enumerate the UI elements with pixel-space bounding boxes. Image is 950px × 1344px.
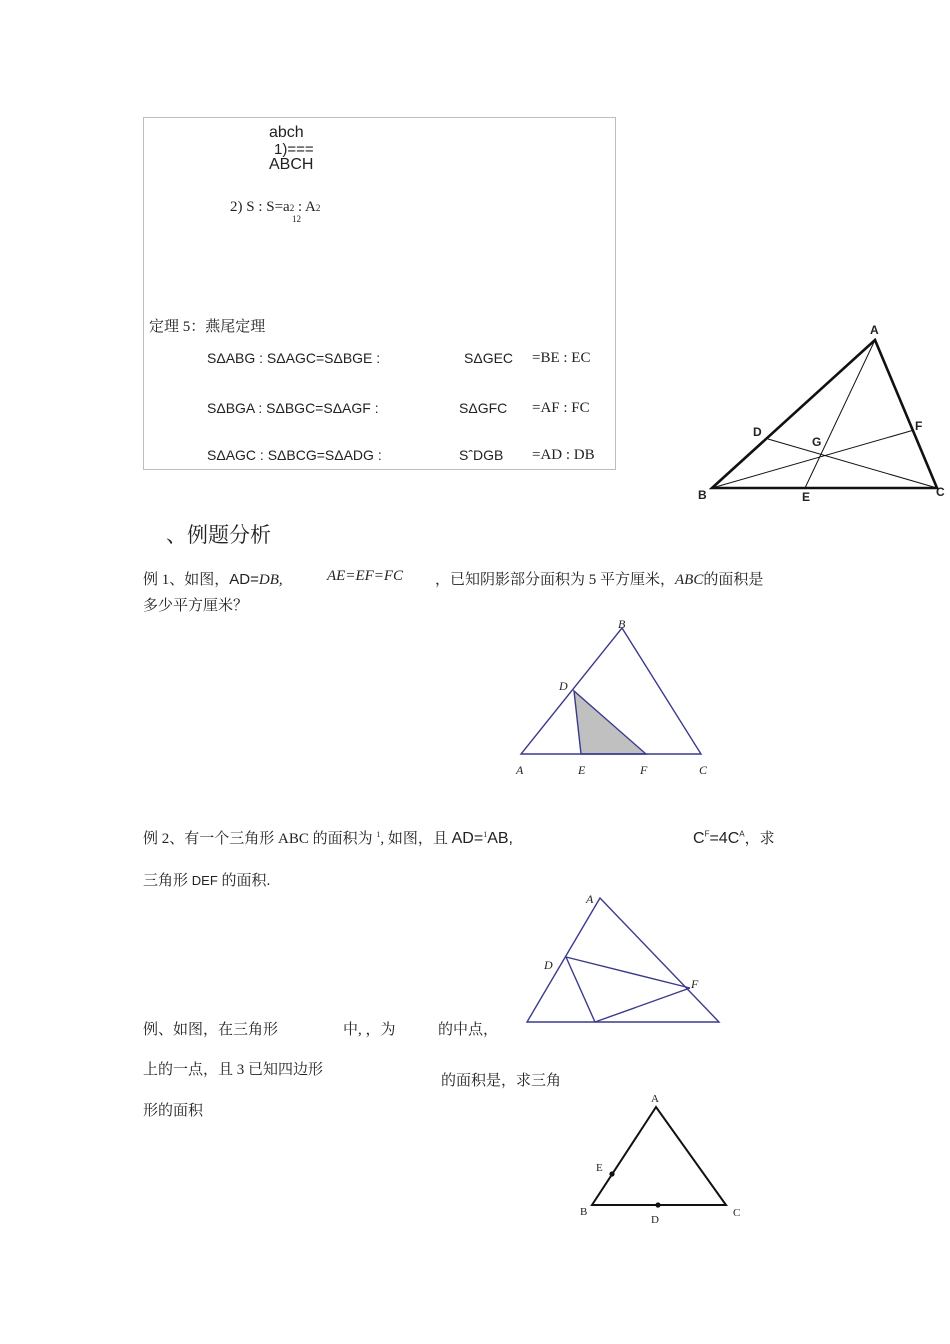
ex2-eq4: =4C <box>709 830 740 847</box>
ex1-line2: 多少平方厘米？ <box>143 598 249 614</box>
ex3-label-a: A <box>651 1093 659 1105</box>
ex3-label-c: C <box>733 1207 741 1219</box>
ex1-abc: ABC <box>675 572 704 588</box>
formula-top: abch <box>269 124 304 141</box>
ex2-def: DEF <box>191 873 218 888</box>
ex1-label-f: F <box>640 763 648 777</box>
ex1-label-b: B <box>618 620 626 631</box>
ex3-label-d: D <box>651 1214 659 1226</box>
shaded-triangle <box>574 691 646 754</box>
ex2-tail: ，求 <box>744 831 775 847</box>
ex3-line1-b: 中, ，为 <box>343 1022 396 1038</box>
ex1-label-d: D <box>559 679 568 693</box>
ex2-prefix: 例 2、有一个三角形 ABC 的面积为 <box>143 831 377 847</box>
ex1-prefix: 例 1、如图， <box>143 572 230 588</box>
ratio-below: 12 <box>292 214 301 224</box>
section-heading: 、例题分析 <box>166 523 271 547</box>
row3-right: =AD : DB <box>532 447 595 463</box>
ratio-mid: : A <box>294 199 316 215</box>
row2-left: SΔBGA : SΔBGC=SΔAGF : <box>207 400 379 416</box>
ex2-mid: , 如图，且 <box>380 831 452 847</box>
segment-ef <box>595 988 690 1022</box>
ratio-sub2: 2 <box>315 203 321 213</box>
label-f: F <box>915 419 923 433</box>
ex1-label-c: C <box>699 763 708 777</box>
row3-left: SΔAGC : SΔBCG=SΔADG : <box>207 447 382 463</box>
label-d: D <box>753 425 762 439</box>
ex1-label-a: A <box>516 763 524 777</box>
area-ratio-formula <box>230 199 320 216</box>
ex3-line1-a: 例、如图，在三角形 <box>143 1022 279 1038</box>
ex2-sup1: 1 <box>376 830 381 839</box>
triangle-abc <box>712 340 937 488</box>
row2-middle: SΔGFC <box>459 400 508 416</box>
ratio-prefix: 2) S : S=a <box>230 199 290 215</box>
ex1-eq2: AE=EF=FC <box>327 568 404 584</box>
segment-de <box>566 957 595 1022</box>
ex2-ad: AD= <box>451 830 484 847</box>
ex1-suffix-text: ，已知阴影部分面积为 5 平方厘米， <box>435 572 676 588</box>
label-e: E <box>802 490 811 504</box>
ex3-line2-b: 的面积是，求三角 <box>441 1073 562 1089</box>
example2-cf-part <box>693 827 775 848</box>
theorem-box <box>143 117 616 470</box>
cevian-ae <box>805 340 875 488</box>
example3-figure <box>570 1085 750 1230</box>
ex2-label-d: D <box>544 958 553 972</box>
ex2-line2-post: 的面积. <box>217 873 271 889</box>
ex3-line3: 形的面积 <box>143 1103 204 1119</box>
point-e <box>609 1171 614 1176</box>
ex1-eq1-italic: DB, <box>258 572 283 588</box>
formula-bottom: ABCH <box>269 156 314 173</box>
label-c: C <box>936 485 945 499</box>
row1-left: SΔABG : SΔAGC=SΔBGE : <box>207 350 381 366</box>
cevian-cd <box>768 439 937 488</box>
ex1-label-e: E <box>578 763 586 777</box>
example1-line1 <box>143 568 283 589</box>
ex2-sup2: 1 <box>483 830 488 839</box>
row3-middle: SˆDGB <box>459 447 504 463</box>
row2-right: =AF : FC <box>532 400 590 416</box>
swallowtail-figure <box>690 318 950 508</box>
example2-line2 <box>143 869 270 890</box>
example2-line1 <box>143 827 513 848</box>
label-g: G <box>812 435 822 449</box>
ex2-cf-sup: F <box>704 829 710 839</box>
ex3-line1-c: 的中点， <box>438 1022 499 1038</box>
ratio-sub1: 2 <box>289 203 295 213</box>
ex2-label-a: A <box>586 892 594 906</box>
row1-right: =BE : EC <box>532 350 591 366</box>
ex3-line2-a: 上的一点，且 3 已知四边形 <box>143 1062 324 1078</box>
ex2-ab: AB, <box>487 830 513 847</box>
triangle-abc-ex2 <box>527 898 719 1022</box>
formula-mid: 1)=== <box>274 141 314 158</box>
ex1-eq1: AD= <box>229 571 259 588</box>
theorem-title: 定理 5：燕尾定理 <box>149 319 266 335</box>
ex1-suffix2: 的面积是 <box>703 572 764 588</box>
label-a: A <box>870 323 879 337</box>
ex2-ca-sup: A <box>739 829 745 839</box>
point-d <box>655 1202 660 1207</box>
triangle-abc-ex3 <box>592 1107 726 1205</box>
ex1-suffix <box>435 568 763 589</box>
ex3-label-b: B <box>580 1206 588 1218</box>
example2-figure <box>520 890 730 1030</box>
ex2-line2-pre: 三角形 <box>143 873 192 889</box>
ex2-label-f: F <box>691 977 699 991</box>
ex3-label-e: E <box>596 1162 603 1174</box>
ex2-cf: C <box>693 830 705 847</box>
example1-figure <box>510 620 720 780</box>
row1-middle: SΔGEC <box>464 350 514 366</box>
label-b: B <box>698 488 707 502</box>
